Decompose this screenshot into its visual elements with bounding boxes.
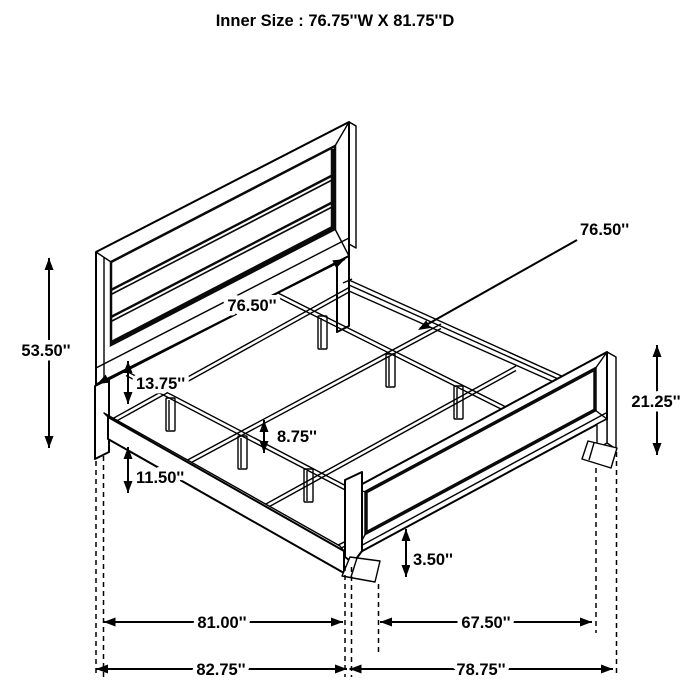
dim-footboard-inner-span [380, 614, 592, 632]
dim-footboard-outer-span [350, 661, 614, 679]
footboard-left-foot [342, 557, 380, 582]
dim-side-rail-height-label: 11.50'' [136, 469, 185, 487]
dim-footboard-inner-span-label: 67.50'' [461, 614, 511, 632]
dim-footboard-height [631, 345, 680, 455]
dim-inner-length [104, 614, 344, 632]
dim-footboard-clearance-label: 3.50'' [413, 551, 453, 569]
footboard-left-post [345, 472, 362, 563]
dim-inner-length-label: 81.00'' [197, 614, 247, 632]
diagram-title: Inner Size : 76.75''W X 81.75''D [215, 12, 455, 30]
headboard-left-leg [95, 379, 109, 459]
dim-outer-length [96, 661, 347, 679]
headboard [95, 122, 356, 459]
dim-slat-height-label: 8.75'' [277, 428, 317, 446]
dim-headboard-height [21, 258, 70, 448]
dim-inner-width-callout-label: 76.50'' [580, 221, 630, 239]
dim-rail-height-label: 13.75'' [136, 375, 186, 393]
dim-footboard-clearance [402, 529, 454, 577]
dim-footboard-outer-span-label: 78.75'' [456, 661, 506, 679]
support-leg [386, 354, 395, 387]
headboard-side-edge [349, 122, 356, 248]
support-leg [166, 398, 175, 431]
dim-headboard-width-label: 76.50'' [227, 297, 277, 315]
dim-slat-height [260, 420, 318, 453]
dim-footboard-height-label: 21.25'' [631, 393, 681, 411]
dim-outer-length-label: 82.75'' [196, 661, 246, 679]
support-leg [238, 436, 247, 469]
far-side-rail [343, 279, 577, 391]
dim-headboard-height-label: 53.50'' [21, 342, 71, 360]
dim-inner-width-callout [418, 221, 629, 330]
